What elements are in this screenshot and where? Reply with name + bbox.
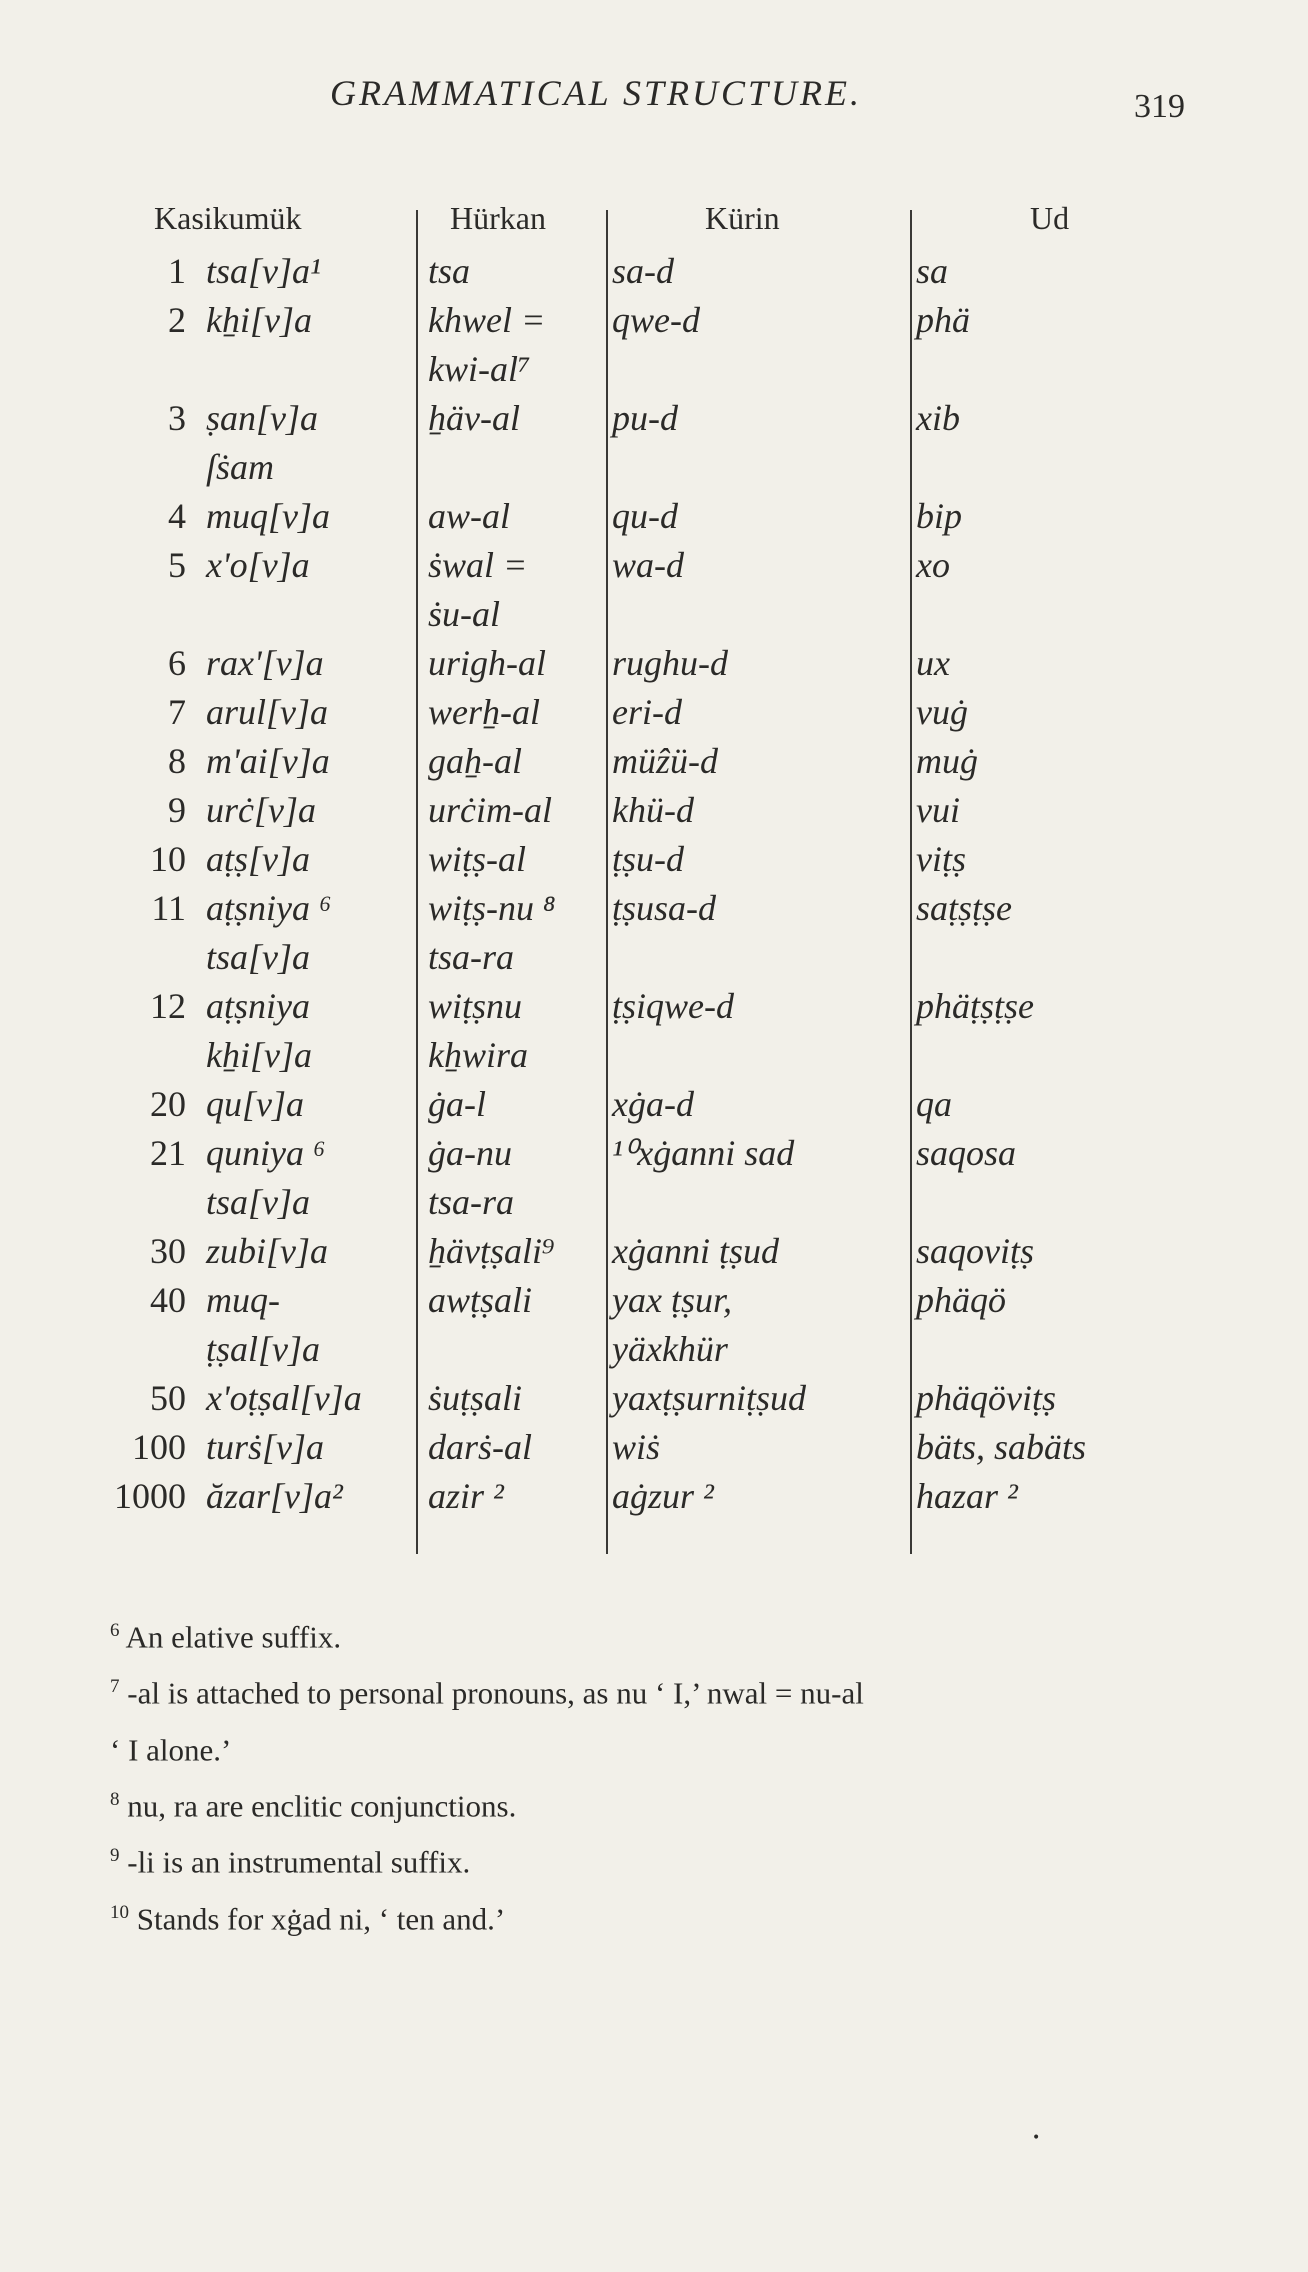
hurkan-cell: werẖ-al — [428, 692, 540, 732]
table-rows — [110, 250, 1200, 1524]
footnote-mark: 7 — [110, 1676, 120, 1698]
kasikumuk-cell: quniya ⁶ — [206, 1133, 326, 1173]
numeral-cell: 21 — [150, 1133, 186, 1173]
table-row-line — [110, 495, 1200, 544]
ud-cell: saqoviṭṣ — [916, 1231, 1035, 1271]
numeral-cell: 4 — [168, 496, 186, 536]
kasikumuk-cell: ſṡam — [206, 447, 275, 487]
table-row-line — [110, 1132, 1200, 1181]
running-title: GRAMMATICAL STRUCTURE. — [330, 73, 863, 113]
kasikumuk-cell: muq- — [206, 1280, 280, 1320]
table-row — [110, 838, 1200, 887]
footnote-text: ‘ I alone.’ — [110, 1731, 232, 1767]
footnote — [110, 1835, 1200, 1883]
table-row — [110, 740, 1200, 789]
hurkan-cell: kẖwira — [428, 1035, 529, 1075]
footnote-mark: 10 — [110, 1901, 129, 1923]
footnote-text: -li is an instrumental suffix. — [127, 1844, 471, 1880]
kurin-cell: qwe-d — [612, 300, 700, 340]
footnote — [110, 1723, 1200, 1771]
table-row-line — [110, 1083, 1200, 1132]
kurin-cell: wiṡ — [612, 1427, 661, 1467]
kasikumuk-cell: x'oṭṣal[v]a — [206, 1378, 362, 1418]
ud-cell: ux — [916, 643, 950, 683]
table-row-line — [110, 1475, 1200, 1524]
kasikumuk-cell: m'ai[v]a — [206, 741, 330, 781]
footnote — [110, 1666, 1200, 1714]
kasikumuk-cell: urċ[v]a — [206, 790, 316, 830]
column-divider — [416, 210, 418, 1554]
table-row — [110, 397, 1200, 495]
numeral-cell: 100 — [132, 1427, 186, 1467]
numeral-table — [110, 200, 1200, 1524]
table-row-line — [110, 1230, 1200, 1279]
kasikumuk-cell: qu[v]a — [206, 1084, 304, 1124]
table-row-line — [110, 936, 1200, 985]
hurkan-cell: ṡu-al — [428, 594, 500, 634]
numeral-cell: 2 — [168, 300, 186, 340]
numeral-cell: 1 — [168, 251, 186, 291]
table-row — [110, 789, 1200, 838]
ud-cell: bäts, sabäts — [916, 1427, 1087, 1467]
table-row — [110, 250, 1200, 299]
numeral-cell: 30 — [150, 1231, 186, 1271]
column-header-kasikumuk: Kasikumük — [154, 200, 302, 236]
kurin-cell: aġzur ² — [612, 1476, 714, 1516]
table-row-line — [110, 299, 1200, 348]
footnote-text: An elative suffix. — [125, 1619, 342, 1655]
hurkan-cell: wiṭṣ-nu ⁸ — [428, 888, 556, 928]
hurkan-cell: wiṭṣ-al — [428, 839, 527, 879]
hurkan-cell: awṭṣali — [428, 1280, 533, 1320]
footnote — [110, 1892, 1200, 1940]
table-row — [110, 1279, 1200, 1377]
table-row-line — [110, 250, 1200, 299]
kasikumuk-cell: ṭṣal[v]a — [206, 1329, 321, 1369]
table-row-line — [110, 1279, 1200, 1328]
footnote-mark: 6 — [110, 1620, 120, 1641]
numeral-cell: 20 — [150, 1084, 186, 1124]
footnote-text: Stands for xġad ni, ‘ ten and.’ — [136, 1900, 506, 1936]
table-row — [110, 1132, 1200, 1230]
table-row — [110, 642, 1200, 691]
ud-cell: xib — [916, 398, 960, 438]
hurkan-cell: tsa-ra — [428, 937, 515, 977]
hurkan-cell: urċim-al — [428, 790, 552, 830]
table-row — [110, 1377, 1200, 1426]
table-row — [110, 1475, 1200, 1524]
hurkan-cell: ẖäv-al — [428, 398, 520, 438]
table-row-line — [110, 1328, 1200, 1377]
kasikumuk-cell: ăzar[v]a² — [206, 1476, 343, 1516]
footnote-text: -al is attached to personal pronouns, as nu ‘ I,’ nwal = nu-al — [127, 1675, 864, 1711]
table-row-line — [110, 838, 1200, 887]
table-row — [110, 1230, 1200, 1279]
page-number: 319 — [1134, 88, 1185, 125]
numeral-cell: 10 — [150, 839, 186, 879]
kurin-cell: xġanni ṭṣud — [612, 1231, 779, 1271]
hurkan-cell: ġa-l — [428, 1084, 486, 1124]
ud-cell: bip — [916, 496, 963, 536]
numeral-cell: 1000 — [114, 1476, 186, 1516]
kurin-cell: wa-d — [612, 545, 684, 585]
column-divider — [910, 210, 912, 1554]
kasikumuk-cell: tsa[v]a — [206, 937, 311, 977]
table-row-line — [110, 1377, 1200, 1426]
kasikumuk-cell: rax'[v]a — [206, 643, 324, 683]
hurkan-cell: khwel = — [428, 300, 546, 340]
table-row — [110, 544, 1200, 642]
numeral-cell: 6 — [168, 643, 186, 683]
table-row-line — [110, 397, 1200, 446]
hurkan-cell: aw-al — [428, 496, 511, 536]
ud-cell: xo — [916, 545, 950, 585]
hurkan-cell: ġa-nu — [428, 1133, 512, 1173]
numeral-cell: 50 — [150, 1378, 186, 1418]
kasikumuk-cell: x'o[v]a — [206, 545, 310, 585]
hurkan-cell: gaẖ-al — [428, 741, 522, 781]
kasikumuk-cell: muq[v]a — [206, 496, 330, 536]
kasikumuk-cell: ṣan[v]a — [206, 398, 319, 438]
footnote-mark: 8 — [110, 1788, 120, 1810]
table-row-line — [110, 985, 1200, 1034]
kasikumuk-cell: zubi[v]a — [206, 1231, 329, 1271]
table-row — [110, 1083, 1200, 1132]
hurkan-cell: darṡ-al — [428, 1427, 533, 1467]
table-row-line — [110, 348, 1200, 397]
hurkan-cell: azir ² — [428, 1476, 504, 1516]
kasikumuk-cell: tsa[v]a¹ — [206, 251, 321, 291]
table-row-line — [110, 1034, 1200, 1083]
numeral-cell: 40 — [150, 1280, 186, 1320]
kurin-cell: yax ṭṣur, — [612, 1280, 732, 1320]
table-row-line — [110, 446, 1200, 495]
table-row-line — [110, 544, 1200, 593]
kurin-cell: ṭṣu-d — [612, 839, 684, 879]
kurin-cell: khü-d — [612, 790, 694, 830]
kurin-cell: rughu-d — [612, 643, 728, 683]
kurin-cell: sa-d — [612, 251, 674, 291]
numeral-cell: 9 — [168, 790, 186, 830]
numeral-cell: 7 — [168, 692, 186, 732]
kurin-cell: pu-d — [612, 398, 678, 438]
kasikumuk-cell: turṡ[v]a — [206, 1427, 325, 1467]
table-row — [110, 985, 1200, 1083]
page-speck: • — [1032, 2130, 1041, 2146]
hurkan-cell: urigh-al — [428, 643, 547, 683]
footnote-text: nu, ra are enclitic conjunctions. — [127, 1788, 517, 1824]
numeral-cell: 11 — [151, 888, 186, 928]
table-row-line — [110, 642, 1200, 691]
column-headers — [110, 200, 1200, 250]
hurkan-cell: wiṭṣnu — [428, 986, 523, 1026]
kasikumuk-cell: aṭṣniya — [206, 986, 310, 1026]
kurin-cell: yaxṭṣurniṭṣud — [612, 1378, 806, 1418]
table-row — [110, 495, 1200, 544]
hurkan-cell: kwi-al⁷ — [428, 349, 531, 389]
ud-cell: vuġ — [916, 692, 968, 732]
kasikumuk-cell: aṭṣ[v]a — [206, 839, 311, 879]
ud-cell: qa — [916, 1084, 952, 1124]
kurin-cell: eri-d — [612, 692, 682, 732]
column-header-kurin: Kürin — [705, 200, 780, 236]
numeral-cell: 5 — [168, 545, 186, 585]
kasikumuk-cell: tsa[v]a — [206, 1182, 311, 1222]
kurin-cell: yäxkhür — [612, 1329, 728, 1369]
footnote — [110, 1610, 1200, 1658]
kurin-cell: müẑü-d — [612, 741, 718, 781]
kasikumuk-cell: aṭṣniya ⁶ — [206, 888, 332, 928]
footnote-mark: 9 — [110, 1845, 120, 1867]
table-row — [110, 1426, 1200, 1475]
hurkan-cell: ṡwal = — [428, 545, 528, 585]
table-row-line — [110, 887, 1200, 936]
kurin-cell: qu-d — [612, 496, 678, 536]
hurkan-cell: ṡuṭṣali — [428, 1378, 523, 1418]
ud-cell: phä — [916, 300, 970, 340]
numeral-cell: 12 — [150, 986, 186, 1026]
ud-cell: phäqöviṭṣ — [916, 1378, 1056, 1418]
kasikumuk-cell: arul[v]a — [206, 692, 329, 732]
ud-cell: viṭṣ — [916, 839, 966, 879]
kurin-cell: ṭṣusa-d — [612, 888, 717, 928]
table-row-line — [110, 593, 1200, 642]
ud-cell: saqosa — [916, 1133, 1017, 1173]
kurin-cell: ¹⁰xġanni sad — [612, 1133, 795, 1173]
table-row — [110, 887, 1200, 985]
kurin-cell: ṭṣiqwe-d — [612, 986, 734, 1026]
kasikumuk-cell: kẖi[v]a — [206, 300, 312, 340]
table-row-line — [110, 740, 1200, 789]
ud-cell: phäṭṣṭṣe — [916, 986, 1035, 1026]
column-divider — [606, 210, 608, 1554]
ud-cell: phäqö — [916, 1280, 1006, 1320]
hurkan-cell: tsa — [428, 251, 471, 291]
table-row-line — [110, 1181, 1200, 1230]
ud-cell: hazar ² — [916, 1476, 1018, 1516]
numeral-cell: 3 — [168, 398, 186, 438]
table-row-line — [110, 789, 1200, 838]
kurin-cell: xġa-d — [612, 1084, 694, 1124]
ud-cell: muġ — [916, 741, 978, 781]
ud-cell: saṭṣṭṣe — [916, 888, 1013, 928]
footnote — [110, 1779, 1200, 1827]
column-header-hurkan: Hürkan — [450, 200, 546, 236]
table-row-line — [110, 1426, 1200, 1475]
numeral-cell: 8 — [168, 741, 186, 781]
table-row-line — [110, 691, 1200, 740]
hurkan-cell: ẖävṭṣali⁹ — [428, 1231, 555, 1271]
kasikumuk-cell: kẖi[v]a — [206, 1035, 312, 1075]
hurkan-cell: tsa-ra — [428, 1182, 515, 1222]
ud-cell: sa — [916, 251, 949, 291]
footnotes — [110, 1610, 1200, 1948]
column-header-ud: Ud — [1030, 200, 1070, 236]
table-row — [110, 299, 1200, 397]
ud-cell: vui — [916, 790, 960, 830]
table-row — [110, 691, 1200, 740]
page-header — [0, 72, 1308, 132]
